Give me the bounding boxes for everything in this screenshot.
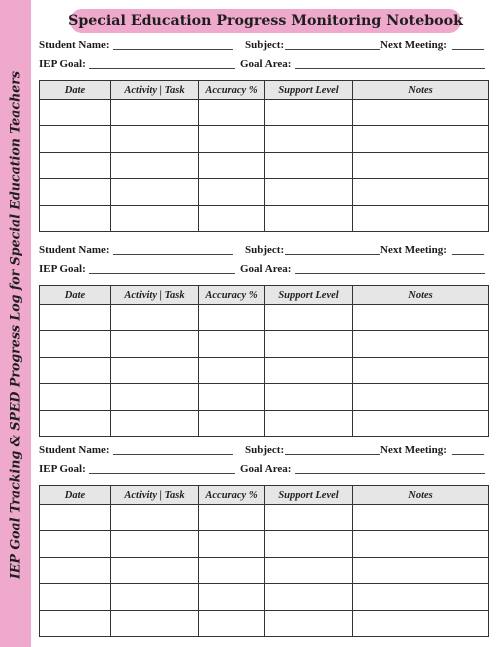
table-cell[interactable]	[40, 152, 111, 178]
next-meeting-label: Next Meeting:	[380, 444, 447, 456]
student-info-row	[39, 243, 488, 257]
goal-area-field[interactable]	[295, 473, 485, 474]
table-cell[interactable]	[353, 179, 489, 205]
table-cell[interactable]	[265, 205, 353, 231]
table-cell[interactable]	[199, 557, 265, 583]
student-name-field[interactable]	[113, 454, 233, 455]
table-cell[interactable]	[265, 152, 353, 178]
subject-label: Subject:	[245, 444, 285, 456]
table-cell[interactable]	[199, 505, 265, 531]
table-header-row	[40, 486, 489, 505]
table-row	[40, 384, 489, 410]
table-cell[interactable]	[353, 331, 489, 357]
table-cell[interactable]	[40, 331, 111, 357]
goal-area-label: Goal Area:	[240, 263, 292, 275]
table-row	[40, 126, 489, 152]
table-cell[interactable]	[265, 126, 353, 152]
goal-area-label: Goal Area:	[240, 58, 292, 70]
table-row	[40, 357, 489, 383]
table-cell[interactable]	[111, 357, 199, 383]
table-cell[interactable]	[265, 100, 353, 126]
subject-field[interactable]	[285, 454, 380, 455]
table-cell[interactable]	[353, 531, 489, 557]
table-cell[interactable]	[40, 305, 111, 331]
table-cell[interactable]	[265, 305, 353, 331]
table-row	[40, 100, 489, 126]
student-name-label: Student Name:	[39, 244, 110, 256]
table-cell[interactable]	[111, 100, 199, 126]
column-header: Date	[40, 486, 111, 505]
subject-field[interactable]	[285, 254, 380, 255]
progress-table	[39, 485, 489, 637]
table-cell[interactable]	[265, 384, 353, 410]
table-cell[interactable]	[111, 557, 199, 583]
iep-goal-label: IEP Goal:	[39, 263, 86, 275]
iep-goal-field[interactable]	[89, 473, 235, 474]
iep-goal-label: IEP Goal:	[39, 58, 86, 70]
goal-info-row	[39, 57, 488, 71]
table-cell[interactable]	[353, 100, 489, 126]
table-row	[40, 531, 489, 557]
table-cell[interactable]	[199, 305, 265, 331]
table-cell[interactable]	[353, 610, 489, 636]
table-row	[40, 505, 489, 531]
table-cell[interactable]	[265, 531, 353, 557]
table-cell[interactable]	[111, 610, 199, 636]
iep-goal-label: IEP Goal:	[39, 463, 86, 475]
table-cell[interactable]	[111, 205, 199, 231]
table-cell[interactable]	[265, 557, 353, 583]
column-header: Activity | Task	[111, 286, 199, 305]
table-cell[interactable]	[265, 410, 353, 436]
table-row	[40, 179, 489, 205]
table-cell[interactable]	[40, 100, 111, 126]
progress-table	[39, 80, 489, 232]
student-name-label: Student Name:	[39, 39, 110, 51]
table-cell[interactable]	[199, 410, 265, 436]
student-info-row	[39, 443, 488, 457]
table-cell[interactable]	[40, 531, 111, 557]
table-cell[interactable]	[353, 410, 489, 436]
table-header-row	[40, 286, 489, 305]
side-spine	[0, 0, 31, 647]
table-cell[interactable]	[199, 357, 265, 383]
table-cell[interactable]	[111, 179, 199, 205]
table-cell[interactable]	[265, 584, 353, 610]
page-title: Special Education Progress Monitoring Notebook	[70, 9, 461, 33]
table-cell[interactable]	[111, 384, 199, 410]
table-cell[interactable]	[265, 610, 353, 636]
goal-area-label: Goal Area:	[240, 463, 292, 475]
table-row	[40, 557, 489, 583]
table-cell[interactable]	[40, 126, 111, 152]
table-cell[interactable]	[199, 100, 265, 126]
column-header: Notes	[353, 286, 489, 305]
student-info-row	[39, 38, 488, 52]
table-cell[interactable]	[111, 331, 199, 357]
table-cell[interactable]	[111, 531, 199, 557]
table-cell[interactable]	[199, 610, 265, 636]
table-cell[interactable]	[40, 205, 111, 231]
table-cell[interactable]	[353, 584, 489, 610]
table-cell[interactable]	[265, 331, 353, 357]
subject-label: Subject:	[245, 39, 285, 51]
next-meeting-field[interactable]	[452, 254, 484, 255]
table-cell[interactable]	[111, 505, 199, 531]
student-name-field[interactable]	[113, 49, 233, 50]
table-cell[interactable]	[40, 505, 111, 531]
column-header: Support Level	[265, 81, 353, 100]
column-header: Accuracy %	[199, 486, 265, 505]
iep-goal-field[interactable]	[89, 273, 235, 274]
column-header: Notes	[353, 81, 489, 100]
table-cell[interactable]	[40, 557, 111, 583]
iep-goal-field[interactable]	[89, 68, 235, 69]
spine-title: IEP Goal Tracking & SPED Progress Log for Special Education Teachers	[7, 71, 23, 579]
table-cell[interactable]	[265, 179, 353, 205]
table-cell[interactable]	[353, 505, 489, 531]
table-cell[interactable]	[353, 357, 489, 383]
table-cell[interactable]	[199, 205, 265, 231]
table-cell[interactable]	[353, 557, 489, 583]
table-cell[interactable]	[40, 410, 111, 436]
table-row	[40, 331, 489, 357]
table-row	[40, 410, 489, 436]
table-cell[interactable]	[40, 179, 111, 205]
table-cell[interactable]	[111, 410, 199, 436]
table-cell[interactable]	[111, 152, 199, 178]
next-meeting-label: Next Meeting:	[380, 244, 447, 256]
table-cell[interactable]	[199, 384, 265, 410]
table-cell[interactable]	[111, 584, 199, 610]
table-cell[interactable]	[111, 126, 199, 152]
goal-info-row	[39, 462, 488, 476]
student-name-label: Student Name:	[39, 444, 110, 456]
table-cell[interactable]	[353, 152, 489, 178]
table-header-row	[40, 81, 489, 100]
table-cell[interactable]	[40, 584, 111, 610]
progress-table	[39, 285, 489, 437]
subject-label: Subject:	[245, 244, 285, 256]
goal-area-field[interactable]	[295, 273, 485, 274]
table-cell[interactable]	[199, 331, 265, 357]
table-cell[interactable]	[265, 505, 353, 531]
student-name-field[interactable]	[113, 254, 233, 255]
table-cell[interactable]	[199, 179, 265, 205]
next-meeting-field[interactable]	[452, 454, 484, 455]
table-row	[40, 584, 489, 610]
table-cell[interactable]	[265, 357, 353, 383]
table-cell[interactable]	[111, 305, 199, 331]
column-header: Accuracy %	[199, 81, 265, 100]
column-header: Activity | Task	[111, 486, 199, 505]
column-header: Date	[40, 81, 111, 100]
table-cell[interactable]	[353, 305, 489, 331]
column-header: Support Level	[265, 486, 353, 505]
table-row	[40, 610, 489, 636]
goal-area-field[interactable]	[295, 68, 485, 69]
table-cell[interactable]	[40, 357, 111, 383]
table-row	[40, 205, 489, 231]
table-cell[interactable]	[40, 610, 111, 636]
column-header: Notes	[353, 486, 489, 505]
column-header: Date	[40, 286, 111, 305]
table-cell[interactable]	[199, 126, 265, 152]
table-cell[interactable]	[353, 205, 489, 231]
next-meeting-field[interactable]	[452, 49, 484, 50]
column-header: Accuracy %	[199, 286, 265, 305]
next-meeting-label: Next Meeting:	[380, 39, 447, 51]
table-cell[interactable]	[199, 584, 265, 610]
goal-info-row	[39, 262, 488, 276]
table-cell[interactable]	[353, 384, 489, 410]
table-cell[interactable]	[40, 384, 111, 410]
column-header: Activity | Task	[111, 81, 199, 100]
table-cell[interactable]	[199, 531, 265, 557]
subject-field[interactable]	[285, 49, 380, 50]
table-cell[interactable]	[353, 126, 489, 152]
table-row	[40, 305, 489, 331]
table-row	[40, 152, 489, 178]
column-header: Support Level	[265, 286, 353, 305]
table-cell[interactable]	[199, 152, 265, 178]
